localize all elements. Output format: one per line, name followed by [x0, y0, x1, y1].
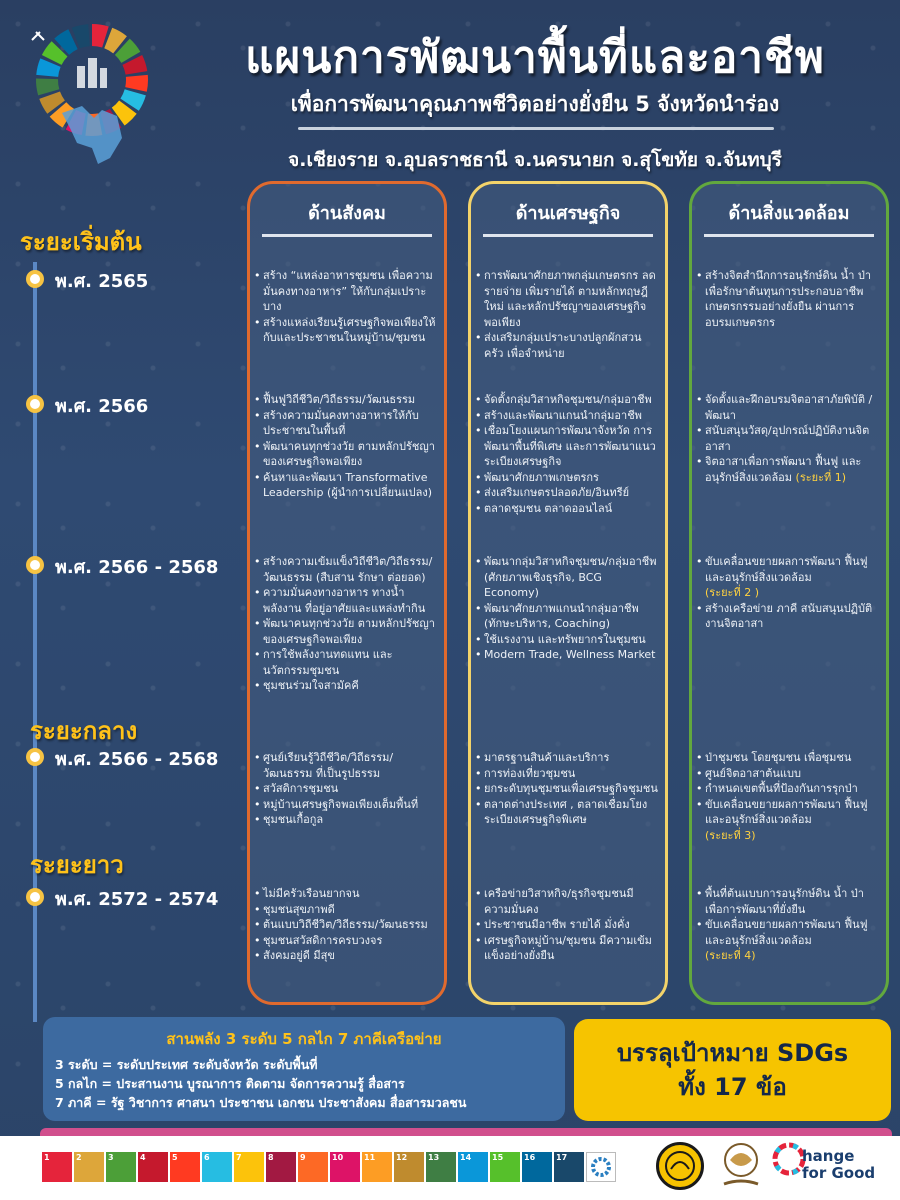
title-divider	[298, 127, 774, 130]
sdg-icon-row	[42, 1152, 616, 1182]
list-item: • พัฒนาศักยภาพแกนนำกลุ่มอาชีพ (ทักษะบริหาร, Coaching)	[475, 601, 659, 632]
social-mid-cell	[250, 750, 444, 828]
list-item: • การท่องเที่ยวชุมชน	[475, 766, 659, 782]
list-item: • ชุมชนเกื้อกูล	[254, 812, 438, 828]
sdg-goal-icon: 13	[426, 1152, 456, 1182]
phase-long-label: ระยะยาว	[30, 851, 124, 879]
list-item: • ยกระดับทุนชุมชนเพื่อเศรษฐกิจชุมชน	[475, 781, 659, 797]
list-item: • สังคมอยู่ดี มีสุข	[254, 948, 438, 964]
network-line: 3 ระดับ = ระดับประเทศ ระดับจังหวัด ระดับพื้นที่	[55, 1057, 318, 1072]
sdg-goal-icon: 5	[170, 1152, 200, 1182]
environment-mid-cell	[692, 750, 886, 843]
page-title: แผนการพัฒนาพื้นที่และอาชีพ	[245, 32, 825, 83]
list-item: • จัดตั้งกลุ่มวิสาหกิจชุมชน/กลุ่มอาชีพ	[475, 392, 659, 408]
phase-tag: (ระยะที่ 2 )	[705, 586, 759, 599]
list-item: • เครือข่ายวิสาหกิจ/ธุรกิจชุมชนมีความมั่นคง	[475, 886, 659, 917]
list-item: • การใช้พลังงานทดแทน และนวัตกรรมชุมชน	[254, 647, 438, 678]
economic-2565-cell	[471, 268, 665, 361]
column-divider	[262, 234, 432, 237]
list-item: • ขับเคลื่อนขยายผลการพัฒนา ฟื้นฟู และอนุรักษ์สิ่งแวดล้อม (ระยะที่ 3)	[696, 797, 880, 844]
social-column-title: ด้านสังคม	[308, 203, 386, 224]
environment-2565-cell	[692, 268, 886, 330]
year-label: พ.ศ. 2572 - 2574	[55, 889, 219, 910]
column-divider	[483, 234, 653, 237]
timeline-dot	[26, 270, 44, 288]
list-item: • สวัสดิการชุมชน	[254, 781, 438, 797]
change-for-good-text: hange for Good	[802, 1147, 876, 1182]
list-item: • ส่งเสริมเกษตรปลอดภัย/อินทรีย์	[475, 485, 659, 501]
sdg-goal-icon: 15	[490, 1152, 520, 1182]
economic-long-cell	[471, 886, 665, 964]
list-item: • สร้างแหล่งเรียนรู้เศรษฐกิจพอเพียงให้กับและประชาชนในหมู่บ้าน/ชุมชน	[254, 315, 438, 346]
list-item: • ขับเคลื่อนขยายผลการพัฒนา ฟื้นฟู และอนุรักษ์สิ่งแวดล้อม (ระยะที่ 2 )	[696, 554, 880, 601]
list-item: • ส่งเสริมกลุ่มเปราะบางปลูกผักสวนครัว เพื่อจำหน่าย	[475, 330, 659, 361]
list-item: • ไม่มีครัวเรือนยากจน	[254, 886, 438, 902]
list-item: • จัดตั้งและฝึกอบรมจิตอาสาภัยพิบัติ /พัฒนา	[696, 392, 880, 423]
list-item: • Modern Trade, Wellness Market	[475, 647, 659, 663]
sdg-goal-icon: 6	[202, 1152, 232, 1182]
phase-mid-label: ระยะกลาง	[30, 717, 138, 745]
list-item: • จิตอาสาเพื่อการพัฒนา ฟื้นฟู และอนุรักษ์สิ่งแวดล้อม (ระยะที่ 1)	[696, 454, 880, 485]
list-item: • ชุมชนสุขภาพดี	[254, 902, 438, 918]
social-2566-cell	[250, 392, 444, 501]
list-item: • สร้างความเข้มแข็งวิถีชีวิต/วิถีธรรม/วัฒนธรรม (สืบสาน รักษา ต่อยอด)	[254, 554, 438, 585]
list-item: • ตลาดชุมชน ตลาดออนไลน์	[475, 501, 659, 517]
list-item: • ความมั่นคงทางอาหาร ทางน้ำ พลังงาน ที่อยู่อาศัยและแหล่งทำกิน	[254, 585, 438, 616]
sdg-goal-icon: 12	[394, 1152, 424, 1182]
list-item: • การพัฒนาศักยภาพกลุ่มเกษตรกร ลดรายจ่าย เพิ่มรายได้ ตามหลักทฤษฎีใหม่ และหลักปรัชญาของเศรษฐกิจพอเพียง	[475, 268, 659, 330]
environment-2566-cell	[692, 392, 886, 485]
sdg-logo-icon	[586, 1152, 616, 1182]
page-subtitle: เพื่อการพัฒนาคุณภาพชีวิตอย่างยั่งยืน 5 จังหวัดนำร่อง	[290, 92, 780, 116]
network-box	[43, 1017, 565, 1121]
sdg-goal-icon: 2	[74, 1152, 104, 1182]
list-item: • พัฒนาคนทุกช่วงวัย ตามหลักปรัชญาของเศรษฐกิจพอเพียง	[254, 439, 438, 470]
economic-2566-cell	[471, 392, 665, 516]
list-item: • สร้างและพัฒนาแกนนำกลุ่มอาชีพ	[475, 408, 659, 424]
timeline-dot	[26, 556, 44, 574]
year-label: พ.ศ. 2565	[55, 271, 149, 292]
sdg-goal-icon: 3	[106, 1152, 136, 1182]
sdg-goal-line: ทั้ง 17 ข้อ	[678, 1073, 787, 1101]
sdg-goal-icon: 14	[458, 1152, 488, 1182]
list-item: • สนับสนุนวัสดุ/อุปกรณ์ปฏิบัติงานจิตอาสา	[696, 423, 880, 454]
social-long-cell	[250, 886, 444, 964]
sdg-goal-icon: 10	[330, 1152, 360, 1182]
social-2565-cell	[250, 268, 444, 346]
network-line: 7 ภาคี = รัฐ วิชาการ ศาสนา ประชาชน เอกชน ประชาสังคม สื่อสารมวลชน	[55, 1095, 467, 1110]
social-2566-2568-cell	[250, 554, 444, 694]
economic-column-title: ด้านเศรษฐกิจ	[515, 203, 621, 224]
environment-long-cell	[692, 886, 886, 964]
list-item: • ฟื้นฟูวิถีชีวิต/วิถีธรรม/วัฒนธรรม	[254, 392, 438, 408]
social-column	[247, 181, 447, 1005]
phase-tag: (ระยะที่ 3)	[705, 828, 756, 842]
list-item: • เศรษฐกิจหมู่บ้าน/ชุมชน มีความเข้มแข็งอย่างยั่งยืน	[475, 933, 659, 964]
list-item: • ตลาดต่างประเทศ , ตลาดเชื่อมโยงระเบียงเศรษฐกิจพิเศษ	[475, 797, 659, 828]
sdg-goal-icon: 4	[138, 1152, 168, 1182]
list-item: • พัฒนากลุ่มวิสาหกิจชุมชน/กลุ่มอาชีพ (ศักยภาพเชิงธุรกิจ, BCG Economy)	[475, 554, 659, 601]
list-item: • พื้นที่ต้นแบบการอนุรักษ์ดิน น้ำ ป่า เพื่อการพัฒนาที่ยั่งยืน	[696, 886, 880, 917]
phase-tag: (ระยะที่ 4)	[705, 949, 756, 962]
sdg-goal-icon: 16	[522, 1152, 552, 1182]
year-label: พ.ศ. 2566 - 2568	[55, 557, 219, 578]
sdg-goal-icon: 7	[234, 1152, 264, 1182]
list-item: • สร้างความมั่นคงทางอาหารให้กับประชาชนในพื้นที่	[254, 408, 438, 439]
list-item: • ป่าชุมชน โดยชุมชน เพื่อชุมชน	[696, 750, 880, 766]
network-title: สานพลัง 3 ระดับ 5 กลไก 7 ภาคีเครือข่าย	[166, 1030, 442, 1048]
sdg-goal-icon: 17	[554, 1152, 584, 1182]
sdg-wheel-logo	[22, 18, 162, 168]
phase-start-label: ระยะเริ่มต้น	[20, 228, 142, 256]
sdg-goal-line: บรรลุเป้าหมาย SDGs	[616, 1039, 849, 1067]
sdg-goal-box	[574, 1019, 891, 1121]
sdg-goal-icon: 8	[266, 1152, 296, 1182]
list-item: • ใช้แรงงาน และทรัพยากรในชุมชน	[475, 632, 659, 648]
province-list: จ.เชียงราย จ.อุบลราชธานี จ.นครนายก จ.สุโขทัย จ.จันทบุรี	[288, 149, 782, 171]
sdg-goal-icon: 9	[298, 1152, 328, 1182]
sdg-goal-icon: 11	[362, 1152, 392, 1182]
timeline-line	[33, 262, 37, 1022]
phase-tag: (ระยะที่ 1)	[792, 470, 847, 484]
list-item: • ชุมชนร่วมใจสามัคคี	[254, 678, 438, 694]
list-item: • กำหนดเขตพื้นที่ป้องกันการรุกป่า	[696, 781, 880, 797]
department-anniversary-logo	[718, 1140, 764, 1194]
timeline-dot	[26, 748, 44, 766]
list-item: • หมู่บ้านเศรษฐกิจพอเพียงเต็มพื้นที่	[254, 797, 438, 813]
list-item: • พัฒนาศักยภาพเกษตรกร	[475, 470, 659, 486]
list-item: • สร้างเครือข่าย ภาคี สนับสนุนปฏิบัติงานจิตอาสา	[696, 601, 880, 632]
list-item: • ค้นหาและพัฒนา Transformative Leadership (ผู้นำการเปลี่ยนแปลง)	[254, 470, 438, 501]
environment-2566-2568-cell	[692, 554, 886, 632]
list-item: • เชื่อมโยงแผนการพัฒนาจังหวัด การพัฒนาพื้นที่พิเศษ และการพัฒนาแนวระเบียงเศรษฐกิจ	[475, 423, 659, 470]
year-label: พ.ศ. 2566 - 2568	[55, 749, 219, 770]
list-item: • ขับเคลื่อนขยายผลการพัฒนา ฟื้นฟู และอนุรักษ์สิ่งแวดล้อม (ระยะที่ 4)	[696, 917, 880, 964]
year-label: พ.ศ. 2566	[55, 396, 149, 417]
economic-column	[468, 181, 668, 1005]
sdg-wheel-segment	[36, 79, 59, 96]
economic-2566-2568-cell	[471, 554, 665, 663]
list-item: • ต้นแบบวิถีชีวิต/วิถีธรรม/วัฒนธรรม	[254, 917, 438, 933]
list-item: • ชุมชนสวัสดิการครบวงจร	[254, 933, 438, 949]
environment-column-title: ด้านสิ่งแวดล้อม	[728, 203, 850, 224]
list-item: • ศูนย์เรียนรู้วิถีชีวิต/วิถีธรรม/วัฒนธรรม ที่เป็นรูปธรรม	[254, 750, 438, 781]
list-item: • พัฒนาคนทุกช่วงวัย ตามหลักปรัชญาของเศรษฐกิจพอเพียง	[254, 616, 438, 647]
economic-mid-cell	[471, 750, 665, 828]
list-item: • สร้างจิตสำนึกการอนุรักษ์ดิน น้ำ ป่า เพื่อรักษาต้นทุนการประกอบอาชีพเกษตรกรรมอย่างยั่งยืน ผ่านการอบรมเกษตรกร	[696, 268, 880, 330]
list-item: • ศูนย์จิตอาสาต้นแบบ	[696, 766, 880, 782]
change-for-good-logo	[772, 1142, 806, 1176]
environment-column	[689, 181, 889, 1005]
list-item: • สร้าง “แหล่งอาหารชุมชน เพื่อความมั่นคงทางอาหาร” ให้กับกลุ่มเปราะบาง	[254, 268, 438, 315]
list-item: • มาตรฐานสินค้าและบริการ	[475, 750, 659, 766]
timeline-dot	[26, 395, 44, 413]
ministry-seal-logo	[656, 1142, 704, 1190]
network-line: 5 กลไก = ประสานงาน บูรณาการ ติดตาม จัดการความรู้ สื่อสาร	[55, 1076, 405, 1091]
list-item: • ประชาชนมีอาชีพ รายได้ มั่งคั่ง	[475, 917, 659, 933]
timeline-dot	[26, 888, 44, 906]
sdg-wheel-segment	[125, 75, 148, 92]
sdg-goal-icon: 1	[42, 1152, 72, 1182]
column-divider	[704, 234, 874, 237]
